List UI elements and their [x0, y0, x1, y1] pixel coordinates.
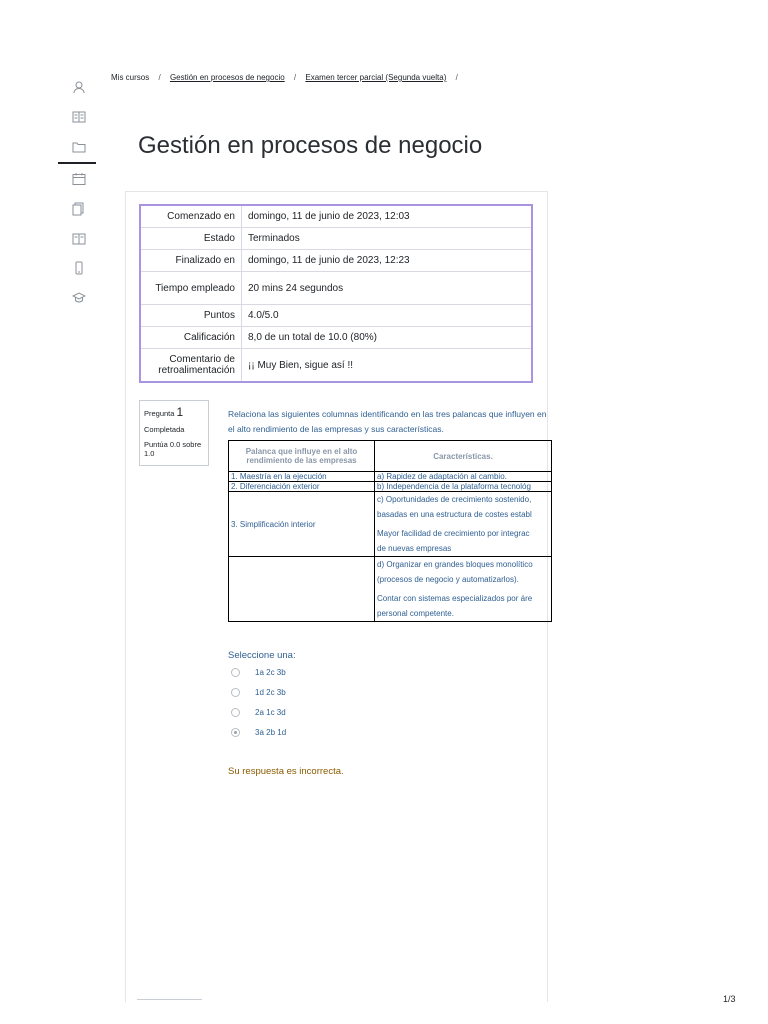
question-score: Puntúa 0.0 sobre 1.0: [144, 440, 202, 458]
breadcrumb: [111, 73, 465, 82]
cell-line: c) Oportunidades de crecimiento sostenido,: [377, 495, 532, 504]
breadcrumb-separator: /: [455, 73, 458, 82]
matching-columns-table: [228, 440, 552, 622]
page-title: Gestión en procesos de negocio: [138, 132, 483, 159]
column-header: Palanca que influye en el alto rendimiento de las empresas: [229, 441, 375, 472]
cell-line: d) Organizar en grandes bloques monolítico: [377, 560, 533, 569]
divider: [137, 999, 202, 1000]
summary-row: [140, 205, 532, 228]
summary-value: domingo, 11 de junio de 2023, 12:03: [242, 205, 533, 228]
summary-key: Calificación: [140, 327, 242, 349]
folder-icon[interactable]: [72, 140, 88, 156]
breadcrumb-course-link[interactable]: Gestión en procesos de negocio: [169, 73, 285, 82]
summary-row: [140, 327, 532, 349]
table-cell: [375, 492, 552, 557]
summary-key: Comentario de retroalimentación: [140, 349, 242, 383]
table-cell: a) Rapidez de adaptación al cambio.: [375, 472, 552, 482]
summary-key: Comenzado en: [140, 205, 242, 228]
option-label[interactable]: 2a 1c 3d: [255, 708, 286, 717]
summary-key: Tiempo empleado: [140, 272, 242, 305]
summary-row: [140, 250, 532, 272]
cell-line: (procesos de negocio y automatizarlos).: [377, 575, 519, 584]
calendar-icon[interactable]: [72, 172, 88, 188]
table-row: [229, 492, 552, 557]
question-info-box: [139, 400, 209, 466]
table-cell: [375, 557, 552, 622]
table-header-row: [229, 441, 552, 472]
answer-option[interactable]: [231, 708, 286, 717]
radio-button[interactable]: [231, 668, 240, 677]
select-one-label: Seleccione una:: [228, 650, 296, 661]
table-row: [229, 472, 552, 482]
table-cell: 1. Maestría en la ejecución: [229, 472, 375, 482]
summary-value: Terminados: [242, 228, 533, 250]
question-status: Completada: [144, 425, 185, 434]
table-cell: 3. Simplificación interior: [229, 492, 375, 557]
cell-line: personal competente.: [377, 609, 454, 618]
book-icon[interactable]: [72, 110, 88, 126]
summary-value: 8,0 de un total de 10.0 (80%): [242, 327, 533, 349]
option-label[interactable]: 1d 2c 3b: [255, 688, 286, 697]
column-header: Características.: [375, 441, 552, 472]
table-row: [229, 557, 552, 622]
summary-row: [140, 305, 532, 327]
summary-row: [140, 228, 532, 250]
summary-value: 4.0/5.0: [242, 305, 533, 327]
question-label: Pregunta: [144, 409, 175, 418]
cell-line: basadas en una estructura de costes establ: [377, 510, 532, 519]
summary-key: Puntos: [140, 305, 242, 327]
answer-option[interactable]: [231, 728, 286, 737]
summary-row: [140, 272, 532, 305]
answer-feedback: Su respuesta es incorrecta.: [228, 766, 344, 777]
active-nav-indicator: [58, 162, 96, 164]
user-icon[interactable]: [72, 80, 88, 96]
cell-line: Mayor facilidad de crecimiento por integrac: [377, 529, 530, 538]
radio-button-selected[interactable]: [231, 728, 240, 737]
breadcrumb-separator: /: [158, 73, 161, 82]
summary-value: 20 mins 24 segundos: [242, 272, 533, 305]
answer-option[interactable]: [231, 688, 286, 697]
cell-line: Contar con sistemas especializados por áre: [377, 594, 533, 603]
summary-value: ¡¡ Muy Bien, sigue así !!: [242, 349, 533, 383]
summary-key: Estado: [140, 228, 242, 250]
option-label[interactable]: 3a 2b 1d: [255, 728, 287, 737]
question-text: Relaciona las siguientes columnas identificando en las tres palancas que influyen en el alto rendimiento de las empresas y sus características.: [228, 409, 547, 434]
page-number: 1/3: [723, 994, 736, 1004]
summary-key: Finalizado en: [140, 250, 242, 272]
answer-option[interactable]: [231, 668, 286, 677]
question-number: 1: [176, 405, 184, 419]
graduation-cap-icon[interactable]: [72, 291, 88, 307]
breadcrumb-exam-link[interactable]: Examen tercer parcial (Segunda vuelta): [305, 73, 447, 82]
table-cell: b) Independencia de la plataforma tecnológ: [375, 482, 552, 492]
radio-button[interactable]: [231, 688, 240, 697]
breadcrumb-my-courses[interactable]: Mis cursos: [111, 73, 150, 82]
copy-icon[interactable]: [72, 202, 88, 218]
book-icon[interactable]: [72, 232, 88, 248]
attempt-summary-table: [139, 204, 533, 383]
cell-line: de nuevas empresas: [377, 544, 452, 553]
breadcrumb-separator: /: [293, 73, 297, 82]
table-cell: 2. Diferenciación exterior: [229, 482, 375, 492]
radio-button[interactable]: [231, 708, 240, 717]
table-cell: [229, 557, 375, 622]
summary-row: [140, 349, 532, 383]
option-label[interactable]: 1a 2c 3b: [255, 668, 286, 677]
mobile-icon[interactable]: [72, 261, 88, 277]
summary-value: domingo, 11 de junio de 2023, 12:23: [242, 250, 533, 272]
table-row: [229, 482, 552, 492]
